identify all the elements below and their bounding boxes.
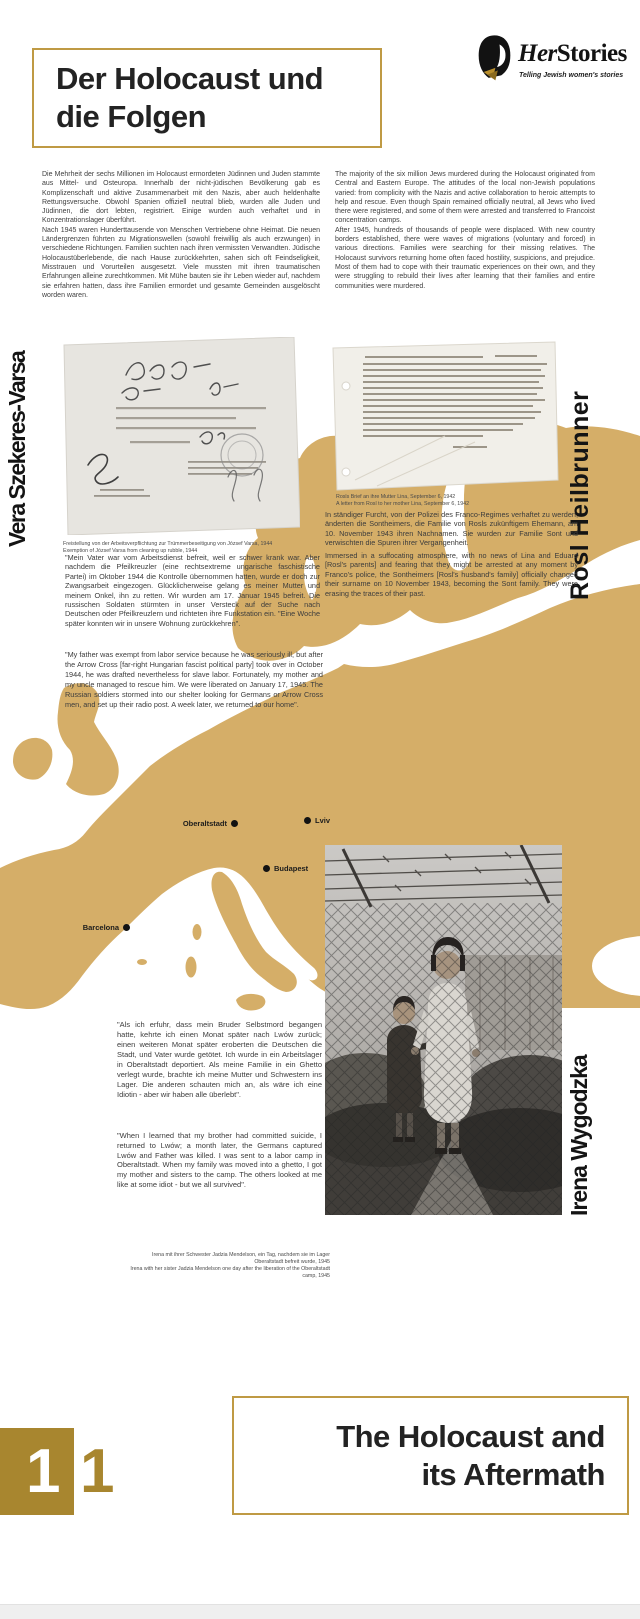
caption-irena <box>130 1252 330 1280</box>
caption-vera-german: Freistellung von der Arbeitsverpflichtung zur Trümmerbeseitigung von József Varsa, 1944 <box>63 541 273 547</box>
city-dot-icon <box>123 924 130 931</box>
quote-vera-german: "Mein Vater war vom Arbeitsdienst befreit, weil er schwer krank war. Aber nachdem die Pfeilkreuzler (eine rechtsextreme ungarische faschistische Partei) im Oktober 1944 die Kontrolle übernommen hatten, wurde er doch zur Zwangsarbeit eingezogen. Glücklicherweise gelang es meiner Mutter und meinem Onkel, ihn zu retten. Wir wurden am 17. Januar 1945 befreit. Die russischen Soldaten stürmten in unser Versteck auf der Suche nach Deutschen oder Pfeilkreuzlern und richteten ihre Funkstation ein. "Eine Woche später konnten wir in unsere Wohnung zurückkehren". <box>65 553 320 628</box>
logo-stories: Stories <box>556 40 627 67</box>
caption-rosl-german: Rosls Brief an ihre Mutter Lina, September 6, 1942 <box>336 494 456 500</box>
quote-vera-english: "My father was exempt from labor service because he was seriously ill, but after the Arrow Cross [far-right Hungarian fascist political party] took over in October 1944, he was drafted nevertheless for slave labor. Fortunately, my mother and my uncle managed to rescue him. We were liberated on January 17, 1945. The Russian soldiers stormed into our shelter looking for Germans or Arrow Cross men, and set up their radio post. A week later, we returned to our home". <box>65 650 323 709</box>
caption-irena-german: Irena mit ihrer Schwester Jadzia Mendelson, ein Tag, nachdem sie im Lager Oberaltstadt befreit wurde, 1945 <box>151 1252 330 1265</box>
caption-irena-english: Irena with her sister Jadzia Mendelson one day after the liberation of the Oberaltstadt camp, 1945 <box>130 1265 330 1279</box>
logo-tagline: Telling Jewish women's stories <box>519 72 624 79</box>
vertical-name-irena: Irena Wygodzka <box>566 1055 592 1216</box>
city-label-oberaltstadt: Oberaltstadt <box>182 818 227 828</box>
city-dot-icon <box>263 865 270 872</box>
city-label-lviv: Lviv <box>315 815 331 825</box>
intro-de-paragraph-2: Nach 1945 waren Hunderttausende von Menschen Vertriebene ohne Heimat. Die neuen Ländergrenzen führten zu Migrationswellen (sowohl freiwillig als auch erzwungen) in verschiedene Richtungen. Familien suchten nach ihren vermissten Verwandten. Jüdische Holocaustüberlebende, die nach Hause zurückkehrten, sahen sich oft Feindseligkeit, Misstrauen und Vorurteilen ausgesetzt. Viele mussten mit ihren traumatischen Erfahrungen alleine zurechtkommen. Mit Mühe bauten sie ihr Leben wieder auf, nachdem sie erfahren hatten, dass ihre Familien ermordet und gesamte Gemeinden ausgelöscht worden waren. <box>42 226 320 299</box>
intro-text-german <box>42 170 320 300</box>
logo-wordmark <box>518 40 627 68</box>
quote-irena-german: "Als ich erfuhr, dass mein Bruder Selbstmord begangen hatte, kehrte ich einen Monat später nach Lwów zurück; einen weiteren Monat später eroberten die Deutschen die Stadt, und Vater wurde getötet. Ich wurde in ein Arbeitslager in Oberaltstadt deportiert. Als meine Familie in ein Ghetto verlegt wurde, brachte ich meine Mutter und Schwestern ins Lager. Die anderen schauten mich an, als wäre ich eine Idiotin - aber wir haben alle überlebt". <box>117 1020 322 1099</box>
intro-de-paragraph-1: Die Mehrheit der sechs Millionen im Holocaust ermordeten Jüdinnen und Juden stammte aus Mittel- und Osteuropa. Innerhalb der nicht-jüdischen Bevölkerung gab es Komplizenschaft und aktive Zusammenarbeit mit den Nazis, aber auch heldenhafte Rettungsversuche. Obwohl Spanien offiziell neutral blieb, wurden alle Juden und Jüdinnen, die dort lebten, registriert. Einige wurden auch verhaftet und in Konzentrationslager überführt. <box>42 171 320 225</box>
map-marker-lviv <box>304 814 330 826</box>
document-image-vera <box>60 337 300 535</box>
title-box-en <box>232 1396 629 1515</box>
vertical-name-vera: Vera Szekeres-Varsa <box>4 351 30 547</box>
map-marker-barcelona <box>52 921 130 933</box>
woman-silhouette-icon <box>477 33 512 86</box>
page-title-en: The Holocaust and its Aftermath <box>336 1418 605 1492</box>
page-number-digit-2: 1 <box>80 1437 115 1506</box>
map-marker-oberaltstadt <box>152 817 238 829</box>
city-dot-icon <box>231 820 238 827</box>
caption-vera-english: Exemption of József Varsa from cleaning up rubble, 1944 <box>63 547 198 554</box>
photo-image-irena <box>325 845 562 1215</box>
text-rosl-english: Immersed in a suffocating atmosphere, with no news of Lina and Eduard [Rosl's parents] and fearing that they might be arrested at any moment by Franco's police, the Sontheimers [Rosl's husband's family] officially changed their surname on 10 November 1943, becoming the Sont family. They were erasing the traces of their past. <box>325 551 578 598</box>
vertical-name-rosl: Rosl Heilbrunner <box>566 390 594 600</box>
text-rosl-german: In ständiger Furcht, von der Polizei des Franco-Regimes verhaftet zu werden, änderten die Sontheimers, die Familie von Rosls zukünftigem Ehemann, am 10. November 1943 ihren Nachnamen. Sie wurden zur Familie Sont und verwischten die Spuren ihrer Vergangenheit. <box>325 510 578 548</box>
quote-irena-english: "When I learned that my brother had committed suicide, I returned to Lwów; a month later, the Germans captured Lwów and Father was killed. I was sent to a labor camp in Oberaltstadt. When my family was moved into a ghetto, I got my mother and sisters to the camp. The others looked at me like at some idiot - but we all survived". <box>117 1131 322 1189</box>
caption-rosl-english: A letter from Rosl to her mother Lina, September 6, 1942 <box>336 500 470 507</box>
intro-text-english <box>335 170 595 291</box>
city-label-budapest: Budapest <box>274 863 309 873</box>
intro-en-paragraph-1: The majority of the six million Jews murdered during the Holocaust originated from Central and Eastern Europe. The attitudes of the local non-Jewish populations varied: from complicity with the Nazis and active collaboration to heroic attempts to help and rescue. Even though Spain remained officially neutral, all Jews who lived there were registered, and some of them were arrested and transferred to Francoist concentration camps. <box>335 171 595 225</box>
city-label-barcelona: Barcelona <box>82 922 119 932</box>
footer-bar <box>0 1604 640 1619</box>
logo-her: Her <box>518 40 557 67</box>
city-dot-icon <box>304 817 311 824</box>
map-marker-budapest <box>263 862 308 874</box>
caption-rosl <box>336 494 576 508</box>
page-number-digit-1: 1 <box>26 1437 61 1506</box>
title-box-de <box>32 48 382 148</box>
intro-en-paragraph-2: After 1945, hundreds of thousands of people were displaced. With new country borders established, there were waves of migrations (voluntary and forced) in various directions. Families were searching for their missing relatives. The Holocaust survivors returning home often faced hostility, suspicions, and prejudice. Most of them had to cope with their traumatic experiences on their own, and they were struggling to rebuild their lives after learning that their families and entire communities were murdered. <box>335 226 595 290</box>
page-title-de: Der Holocaust und die Folgen <box>56 61 324 134</box>
letter-image-rosl <box>325 340 562 492</box>
